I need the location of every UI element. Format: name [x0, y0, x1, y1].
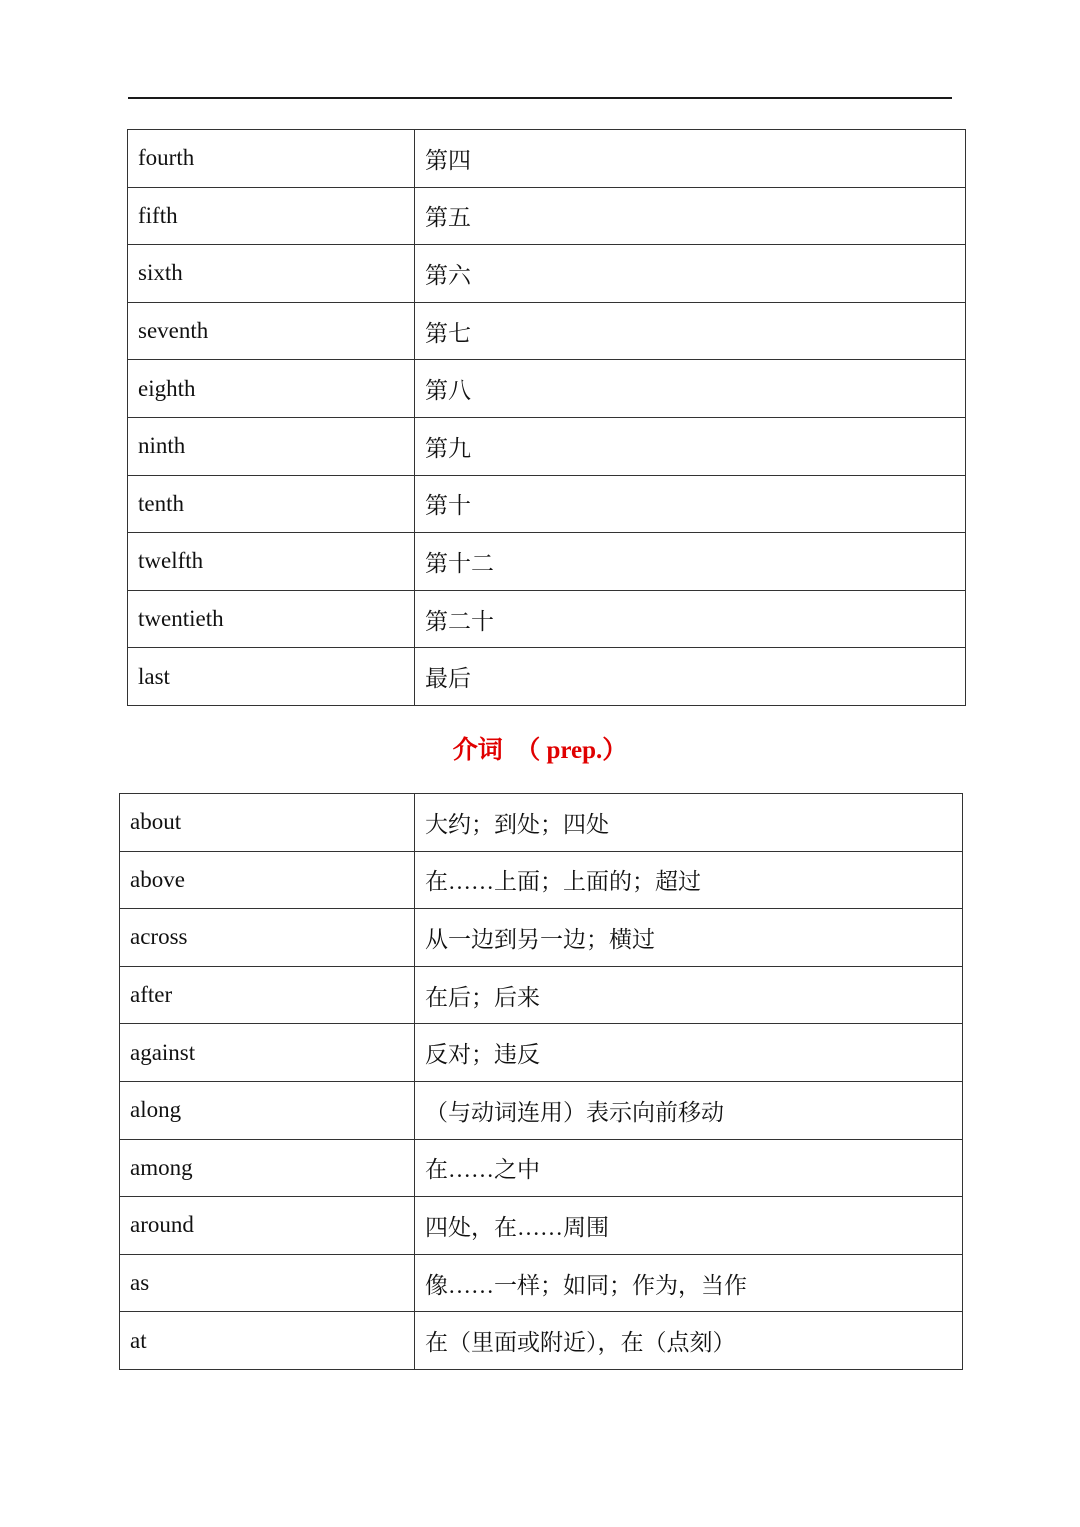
meaning-cell: 第十 — [415, 475, 966, 533]
table-row — [120, 1139, 963, 1197]
table-row — [128, 360, 966, 418]
table-row — [128, 475, 966, 533]
meaning-cell: 第七 — [415, 302, 966, 360]
table-row — [128, 187, 966, 245]
word-cell: among — [120, 1139, 415, 1197]
table-row — [128, 245, 966, 303]
word-cell: against — [120, 1024, 415, 1082]
word-cell: about — [120, 794, 415, 852]
word-cell: after — [120, 966, 415, 1024]
meaning-cell: 第十二 — [415, 533, 966, 591]
section-heading-prepositions: 介词 （ prep.） — [452, 737, 628, 764]
meaning-cell: 第二十 — [415, 590, 966, 648]
word-cell: above — [120, 851, 415, 909]
word-cell: across — [120, 909, 415, 967]
meaning-cell: 第八 — [415, 360, 966, 418]
word-cell: along — [120, 1081, 415, 1139]
meaning-cell: 第六 — [415, 245, 966, 303]
meaning-cell: 大约；到处；四处 — [415, 794, 963, 852]
meaning-cell: 反对；违反 — [415, 1024, 963, 1082]
table-row — [120, 1312, 963, 1370]
word-cell: as — [120, 1254, 415, 1312]
word-cell: eighth — [128, 360, 415, 418]
meaning-cell: 第五 — [415, 187, 966, 245]
table-row — [120, 909, 963, 967]
page-header-rule — [128, 97, 952, 99]
meaning-cell: 从一边到另一边；横过 — [415, 909, 963, 967]
table-row — [120, 966, 963, 1024]
word-cell: twentieth — [128, 590, 415, 648]
word-cell: at — [120, 1312, 415, 1370]
word-cell: sixth — [128, 245, 415, 303]
word-cell: fifth — [128, 187, 415, 245]
word-cell: fourth — [128, 130, 415, 188]
word-cell: around — [120, 1197, 415, 1255]
meaning-cell: 最后 — [415, 648, 966, 706]
meaning-cell: 第九 — [415, 417, 966, 475]
meaning-cell: 在后；后来 — [415, 966, 963, 1024]
meaning-cell: （与动词连用）表示向前移动 — [415, 1081, 963, 1139]
ordinals-vocab-table — [127, 129, 966, 706]
meaning-cell: 在（里面或附近），在（点刻） — [415, 1312, 963, 1370]
word-cell: seventh — [128, 302, 415, 360]
table-row — [128, 590, 966, 648]
word-cell: last — [128, 648, 415, 706]
table-row — [128, 302, 966, 360]
table-row — [128, 533, 966, 591]
prepositions-vocab-table — [119, 793, 963, 1370]
word-cell: tenth — [128, 475, 415, 533]
meaning-cell: 在……上面；上面的；超过 — [415, 851, 963, 909]
meaning-cell: 在……之中 — [415, 1139, 963, 1197]
word-cell: twelfth — [128, 533, 415, 591]
meaning-cell: 四处，在……周围 — [415, 1197, 963, 1255]
table-row — [120, 1197, 963, 1255]
table-row — [120, 1081, 963, 1139]
table-row — [128, 130, 966, 188]
table-row — [128, 648, 966, 706]
table-row — [120, 1254, 963, 1312]
word-cell: ninth — [128, 417, 415, 475]
table-row — [120, 794, 963, 852]
meaning-cell: 像……一样；如同；作为，当作 — [415, 1254, 963, 1312]
table-row — [120, 851, 963, 909]
table-row — [128, 417, 966, 475]
meaning-cell: 第四 — [415, 130, 966, 188]
table-row — [120, 1024, 963, 1082]
